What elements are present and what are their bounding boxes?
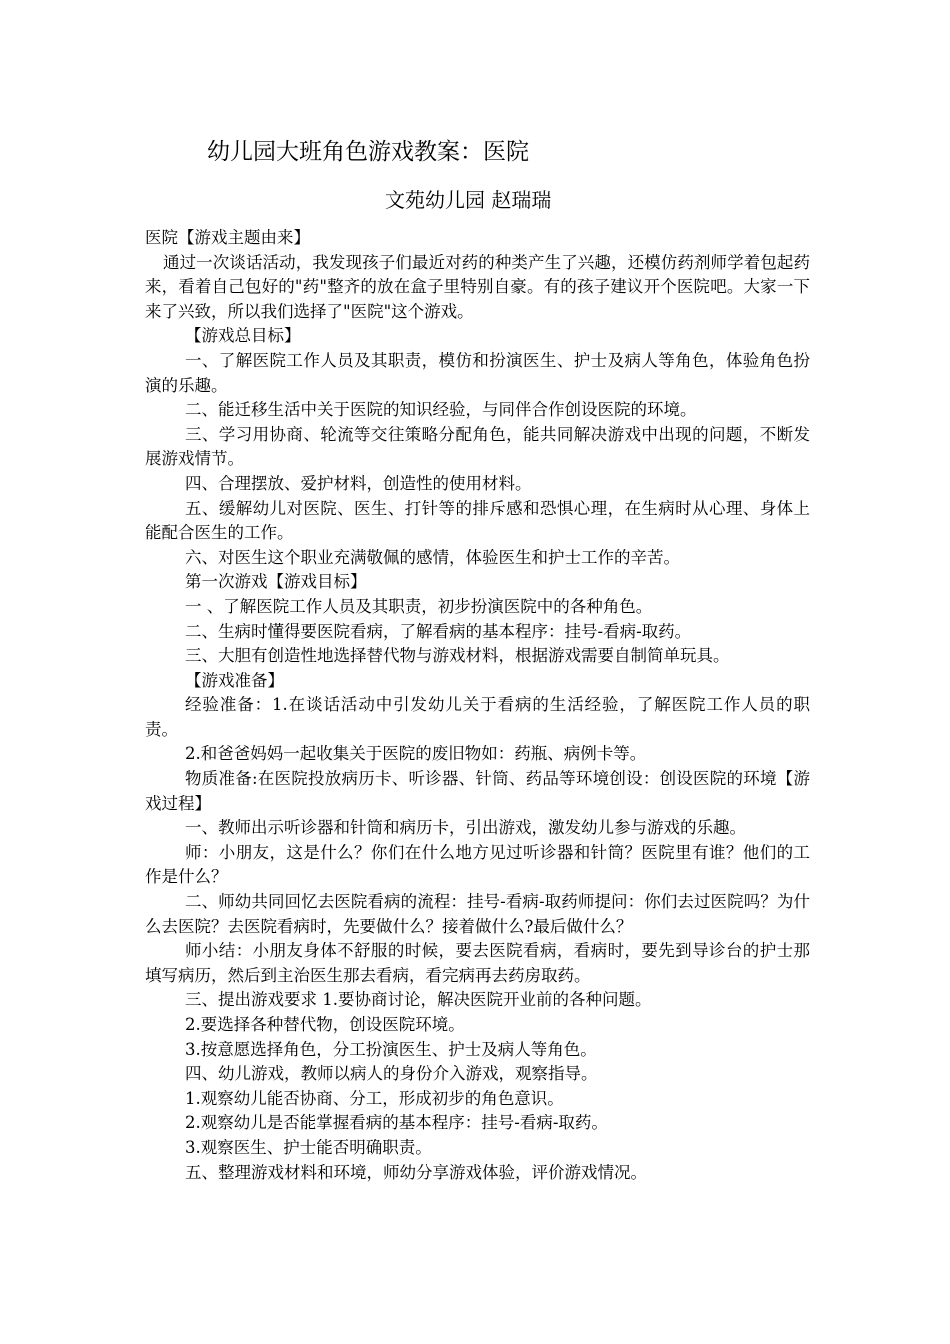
section-heading-preparation: 【游戏准备】 — [185, 670, 284, 690]
preparation-item: 2.和爸爸妈妈一起收集关于医院的废旧物如：药瓶、病例卡等。 — [185, 744, 647, 764]
goal-item: 四、合理摆放、爱护材料，创造性的使用材料。 — [185, 473, 532, 493]
process-sub-item: 3.按意愿选择角色，分工扮演医生、护士及病人等角色。 — [185, 1039, 597, 1059]
section-heading-goals: 【游戏总目标】 — [185, 326, 301, 346]
process-sub-item: 2.观察幼儿是否能掌握看病的基本程序：挂号-看病-取药。 — [185, 1113, 608, 1133]
process-step: 三、提出游戏要求 1.要协商讨论，解决医院开业前的各种问题。 — [185, 990, 652, 1010]
objective-item: 三、大胆有创造性地选择替代物与游戏材料，根据游戏需要自制简单玩具。 — [185, 646, 730, 666]
process-step: 一、教师出示听诊器和针筒和病历卡，引出游戏，激发幼儿参与游戏的乐趣。 — [185, 818, 746, 838]
paragraph-origin: 通过一次谈话活动，我发现孩子们最近对药的种类产生了兴趣，还模仿药剂师学着包起药来，看着自己包好的"药"整齐的放在盒子里特别自豪。有的孩子建议开个医院吧。大家一下来了兴致，所以我们选择了"医院"这个游戏。 — [145, 252, 810, 321]
process-sub-item: 3.观察医生、护士能否明确职责。 — [185, 1137, 432, 1157]
process-step: 二、师幼共同回忆去医院看病的流程：挂号-看病-取药师提问：你们去过医院吗？为什么去医院？去医院看病时，先要做什么？接着做什么?最后做什么？ — [145, 892, 810, 936]
objective-item: 二、生病时懂得要医院看病，了解看病的基本程序：挂号-看病-取药。 — [185, 621, 692, 641]
goal-item: 三、学习用协商、轮流等交往策略分配角色，能共同解决游戏中出现的问题，不断发展游戏情节。 — [145, 424, 810, 469]
goal-item: 五、缓解幼儿对医院、医生、打针等的排斥感和恐惧心理，在生病时从心理、身体上能配合医生的工作。 — [145, 498, 810, 543]
goal-item: 六、对医生这个职业充满敬佩的感情，体验医生和护士工作的辛苦。 — [185, 547, 680, 567]
objective-item: 一 、了解医院工作人员及其职责，初步扮演医院中的各种角色。 — [185, 596, 653, 616]
process-summary: 师小结：小朋友身体不舒服的时候，要去医院看病，看病时，要先到导诊台的护士那填写病历，然后到主治医生那去看病，看完病再去药房取药。 — [145, 941, 810, 985]
preparation-item: 经验准备：1.在谈话活动中引发幼儿关于看病的生活经验，了解医院工作人员的职责。 — [145, 695, 810, 739]
section-heading-first-game: 第一次游戏【游戏目标】 — [185, 572, 367, 592]
process-dialogue: 师：小朋友，这是什么？你们在什么地方见过听诊器和针筒？医院里有谁？他们的工作是什么？ — [145, 842, 810, 887]
process-step: 四、幼儿游戏，教师以病人的身份介入游戏，观察指导。 — [185, 1064, 598, 1084]
preparation-item: 物质准备:在医院投放病历卡、听诊器、针筒、药品等环境创设：创设医院的环境【游戏过程】 — [145, 769, 810, 813]
goal-item: 二、能迁移生活中关于医院的知识经验，与同伴合作创设医院的环境。 — [185, 400, 697, 420]
goal-item: 一、了解医院工作人员及其职责，模仿和扮演医生、护士及病人等角色，体验角色扮演的乐趣。 — [145, 350, 810, 395]
section-heading-origin: 医院【游戏主题由来】 — [145, 228, 310, 247]
document-author: 文苑幼儿园 赵瑞瑞 — [385, 188, 552, 212]
process-step: 五、整理游戏材料和环境，师幼分享游戏体验，评价游戏情况。 — [185, 1162, 647, 1182]
document-body — [145, 226, 810, 1185]
process-sub-item: 2.要选择各种替代物，创设医院环境。 — [185, 1015, 465, 1034]
process-sub-item: 1.观察幼儿能否协商、分工，形成初步的角色意识。 — [185, 1088, 564, 1108]
document-title: 幼儿园大班角色游戏教案：医院 — [207, 139, 529, 165]
